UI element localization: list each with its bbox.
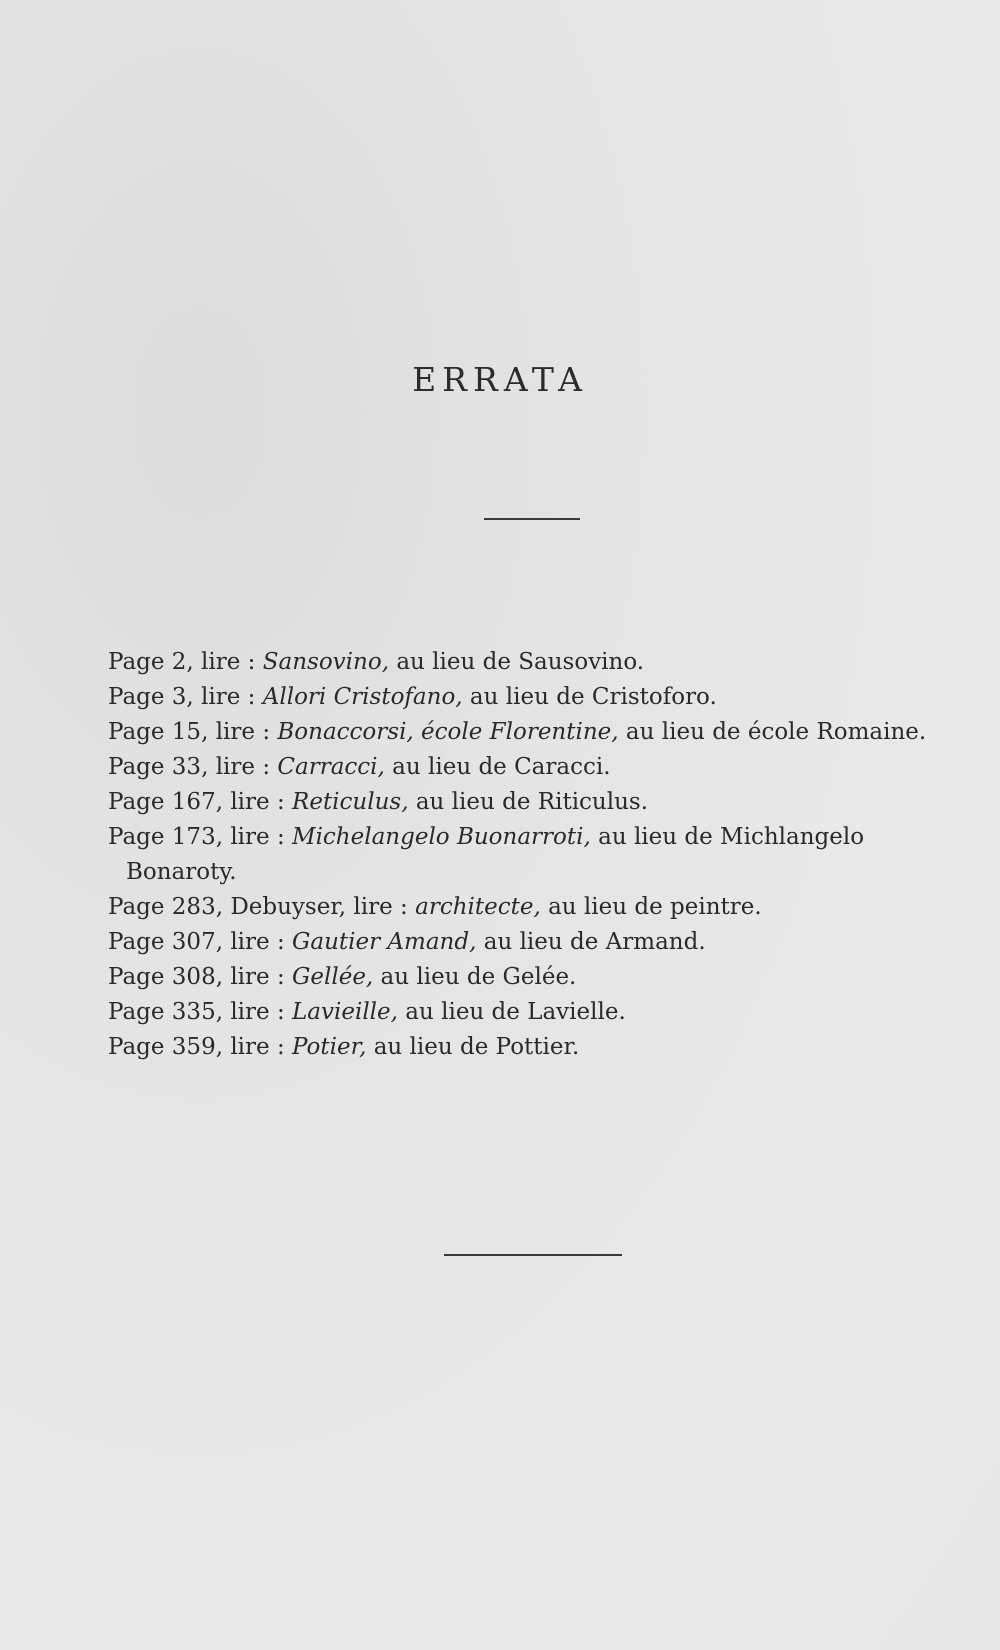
entry-correction: Reticulus, (292, 789, 409, 815)
entry-prefix: Page 283, Debuyser, lire : (108, 894, 416, 920)
entry-correction: Bonaccorsi, école Florentine, (277, 719, 619, 745)
entry-suffix: au lieu de Cristoforo. (462, 684, 717, 710)
errata-entry (108, 785, 958, 820)
entry-prefix: Page 15, lire : (108, 719, 278, 745)
entry-prefix: Page 3, lire : (108, 684, 263, 710)
entry-correction: Potier, (292, 1034, 367, 1060)
entry-prefix: Page 307, lire : (108, 929, 293, 955)
entry-correction: Lavieille, (292, 999, 398, 1025)
entry-correction: Sansovino, (262, 649, 390, 675)
errata-list (108, 645, 958, 1065)
entry-prefix: Page 167, lire : (108, 789, 293, 815)
errata-entry (108, 890, 958, 925)
errata-entry (108, 995, 958, 1030)
entry-suffix: au lieu de Lavielle. (397, 999, 626, 1025)
entry-prefix: Page 2, lire : (108, 649, 263, 675)
entry-suffix: au lieu de Pottier. (366, 1034, 580, 1060)
entry-suffix: au lieu de Gelée. (373, 964, 577, 990)
entry-correction: Gautier Amand, (292, 929, 477, 955)
errata-entry (108, 750, 958, 785)
entry-prefix: Page 359, lire : (108, 1034, 293, 1060)
errata-entry (108, 820, 958, 890)
entry-correction: Carracci, (277, 754, 385, 780)
entry-suffix: au lieu de peintre. (540, 894, 762, 920)
bottom-divider (444, 1254, 622, 1256)
entry-prefix: Page 335, lire : (108, 999, 293, 1025)
entry-suffix: au lieu de école Romaine. (618, 719, 927, 745)
page-title: ERRATA (412, 360, 588, 399)
entry-correction: Gellée, (292, 964, 374, 990)
errata-entry (108, 1030, 958, 1065)
entry-prefix: Page 33, lire : (108, 754, 278, 780)
entry-suffix: au lieu de Michlangelo Bonaroty. (126, 824, 865, 885)
entry-correction: architecte, (415, 894, 541, 920)
errata-entry (108, 680, 958, 715)
errata-entry (108, 960, 958, 995)
entry-prefix: Page 308, lire : (108, 964, 293, 990)
entry-suffix: au lieu de Riticulus. (408, 789, 649, 815)
errata-entry (108, 715, 958, 750)
entry-suffix: au lieu de Armand. (476, 929, 706, 955)
entry-correction: Allori Cristofano, (262, 684, 463, 710)
entry-correction: Michelangelo Buonarroti, (292, 824, 591, 850)
entry-suffix: au lieu de Sausovino. (389, 649, 645, 675)
entry-suffix: au lieu de Caracci. (384, 754, 611, 780)
errata-entry (108, 925, 958, 960)
errata-entry (108, 645, 958, 680)
top-divider (484, 518, 580, 520)
entry-prefix: Page 173, lire : (108, 824, 293, 850)
